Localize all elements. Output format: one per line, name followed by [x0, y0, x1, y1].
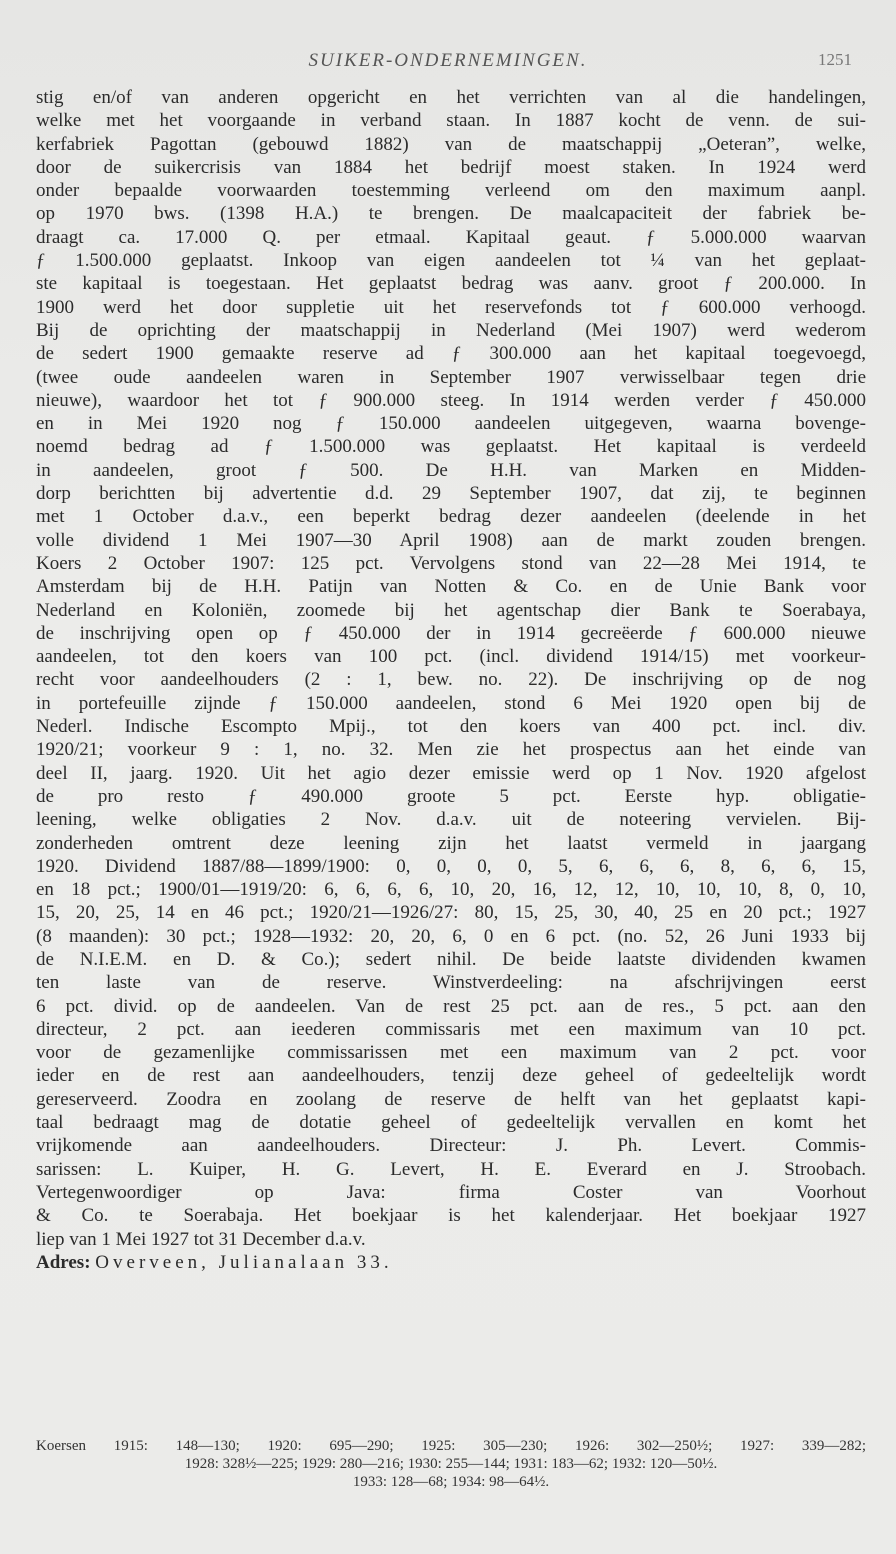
- text-line: welke met het voorgaande in verband staan. In 1887 kocht de venn. de sui-: [36, 110, 866, 132]
- text-line: de pro resto ƒ 490.000 groote 5 pct. Eerste hyp. obligatie-: [36, 785, 866, 807]
- text-line: Koers 2 October 1907: 125 pct. Vervolgens stond van 22—28 Mei 1914, te: [36, 552, 866, 574]
- page-number: 1251: [818, 50, 852, 69]
- text-line: vrijkomende aan aandeelhouders. Directeur: J. Ph. Levert. Commis-: [36, 1135, 866, 1157]
- footer-line: 1933: 128—68; 1934: 98—64½.: [352, 1474, 550, 1490]
- text-line: de N.I.E.M. en D. & Co.); sedert nihil. De beide laatste dividenden kwamen: [36, 948, 866, 970]
- text-line: 1920. Dividend 1887/88—1899/1900: 0, 0, 0, 0, 5, 6, 6, 6, 8, 6, 6, 15,: [36, 855, 866, 877]
- address-line: [36, 1251, 866, 1274]
- text-line: voor de gezamenlijke commissarissen met een maximum van 2 pct. voor: [36, 1042, 866, 1064]
- text-line: op 1970 bws. (1398 H.A.) te brengen. De maalcapaciteit der fabriek be-: [36, 203, 866, 225]
- text-line: taal bedraagt mag de dotatie geheel of gedeeltelijk vervallen en komt het: [36, 1112, 866, 1134]
- text-line: (twee oude aandeelen waren in September 1907 verwisselbaar tegen drie: [36, 366, 866, 388]
- text-line: door de suikercrisis van 1884 het bedrijf moest staken. In 1924 werd: [36, 156, 866, 178]
- text-line: ste kapitaal is toegestaan. Het geplaatst bedrag was aanv. groot ƒ 200.000. In: [36, 273, 866, 295]
- price-footer: [36, 1437, 866, 1491]
- running-head: SUIKER-ONDERNEMINGEN.: [308, 50, 588, 71]
- text-line: sarissen: L. Kuiper, H. G. Levert, H. E. Everard en J. Stroobach.: [36, 1158, 866, 1180]
- text-line: stig en/of van anderen opgericht en het verrichten van al die handelingen,: [36, 87, 866, 108]
- text-line: dorp berichtten bij advertentie d.d. 29 September 1907, dat zij, te beginnen: [36, 483, 866, 505]
- text-line: Vertegenwoordiger op Java: firma Coster van Voorhout: [36, 1181, 866, 1203]
- text-line: en 18 pct.; 1900/01—1919/20: 6, 6, 6, 6, 10, 20, 16, 12, 12, 10, 10, 10, 8, 0, 10,: [36, 879, 866, 901]
- text-line: de sedert 1900 gemaakte reserve ad ƒ 300.000 aan het kapitaal toegevoegd,: [36, 343, 866, 365]
- text-line: leening, welke obligaties 2 Nov. d.a.v. uit de noteering vervielen. Bij-: [36, 809, 866, 831]
- article-body: [36, 86, 866, 1274]
- text-line: de inschrijving open op ƒ 450.000 der in 1914 gecreëerde ƒ 600.000 nieuwe: [36, 622, 866, 644]
- text-line: 1900 werd het door suppletie uit het reservefonds tot ƒ 600.000 verhoogd.: [36, 296, 866, 318]
- text-line: volle dividend 1 Mei 1907—30 April 1908) aan de markt zouden brengen.: [36, 529, 866, 551]
- address-label: Adres:: [36, 1251, 91, 1273]
- text-line: 1920/21; voorkeur 9 : 1, no. 32. Men zie het prospectus aan het einde van: [36, 739, 866, 761]
- text-line: en in Mei 1920 nog ƒ 150.000 aandeelen uitgegeven, waarna bovenge-: [36, 413, 866, 435]
- text-line: & Co. te Soerabaja. Het boekjaar is het kalenderjaar. Het boekjaar 1927: [36, 1205, 866, 1227]
- text-line: noemd bedrag ad ƒ 1.500.000 was geplaatst. Het kapitaal is verdeeld: [36, 436, 866, 458]
- text-line: kerfabriek Pagottan (gebouwd 1882) van de maatschappij „Oeteran”, welke,: [36, 133, 866, 155]
- text-line: Nederl. Indische Escompto Mpij., tot den koers van 400 pct. incl. div.: [36, 716, 866, 738]
- page-header: [0, 50, 896, 80]
- text-line: onder bepaalde voorwaarden toestemming verleend om den maximum aanpl.: [36, 180, 866, 202]
- text-line: draagt ca. 17.000 Q. per etmaal. Kapitaal geaut. ƒ 5.000.000 waarvan: [36, 226, 866, 248]
- text-line: liep van 1 Mei 1927 tot 31 December d.a.v.: [36, 1228, 366, 1250]
- text-line: zonderheden omtrent deze leening zijn het laatst vermeld in jaargang: [36, 832, 866, 854]
- footer-line: 1928: 328½—225; 1929: 280—216; 1930: 255—144; 1931: 183—62; 1932: 120—50½.: [184, 1456, 718, 1472]
- text-line: met 1 October d.a.v., een beperkt bedrag dezer aandeelen (deelende in het: [36, 506, 866, 528]
- text-line: ten laste van de reserve. Winstverdeeling: na afschrijvingen eerst: [36, 972, 866, 994]
- text-line: Bij de oprichting der maatschappij in Nederland (Mei 1907) werd wederom: [36, 319, 866, 341]
- text-line: in portefeuille zijnde ƒ 150.000 aandeelen, stond 6 Mei 1920 open bij de: [36, 692, 866, 714]
- text-line: 6 pct. divid. op de aandeelen. Van de rest 25 pct. aan de res., 5 pct. aan den: [36, 995, 866, 1017]
- text-line: deel II, jaarg. 1920. Uit het agio dezer emissie werd op 1 Nov. 1920 afgelost: [36, 762, 866, 784]
- text-line: (8 maanden): 30 pct.; 1928—1932: 20, 20, 6, 0 en 6 pct. (no. 52, 26 Juni 1933 bij: [36, 925, 866, 947]
- text-line: 15, 20, 25, 14 en 46 pct.; 1920/21—1926/27: 80, 15, 25, 30, 40, 25 en 20 pct.; 1927: [36, 902, 866, 924]
- text-line: Amsterdam bij de H.H. Patijn van Notten & Co. en de Unie Bank voor: [36, 576, 866, 598]
- text-line: ieder en de rest aan aandeelhouders, tenzij deze geheel of gedeeltelijk wordt: [36, 1065, 866, 1087]
- text-line: gereserveerd. Zoodra en zoolang de reserve de helft van het geplaatst kapi-: [36, 1088, 866, 1110]
- footer-line: Koersen 1915: 148—130; 1920: 695—290; 1925: 305—230; 1926: 302—250½; 1927: 339—282;: [36, 1438, 866, 1454]
- text-line: aandeelen, tot den koers van 100 pct. (incl. dividend 1914/15) met voorkeur-: [36, 646, 866, 668]
- text-line: nieuwe), waardoor het tot ƒ 900.000 steeg. In 1914 werden verder ƒ 450.000: [36, 389, 866, 411]
- address-value: Overveen, Julianalaan 33.: [95, 1251, 393, 1273]
- text-line: in aandeelen, groot ƒ 500. De H.H. van Marken en Midden-: [36, 459, 866, 481]
- text-line: ƒ 1.500.000 geplaatst. Inkoop van eigen aandeelen tot ¼ van het geplaat-: [36, 250, 866, 272]
- text-line: directeur, 2 pct. aan ieederen commissaris met een maximum van 10 pct.: [36, 1018, 866, 1040]
- text-line: Nederland en Koloniën, zoomede bij het agentschap dier Bank te Soerabaya,: [36, 599, 866, 621]
- text-line: recht voor aandeelhouders (2 : 1, bew. no. 22). De inschrijving op de nog: [36, 669, 866, 691]
